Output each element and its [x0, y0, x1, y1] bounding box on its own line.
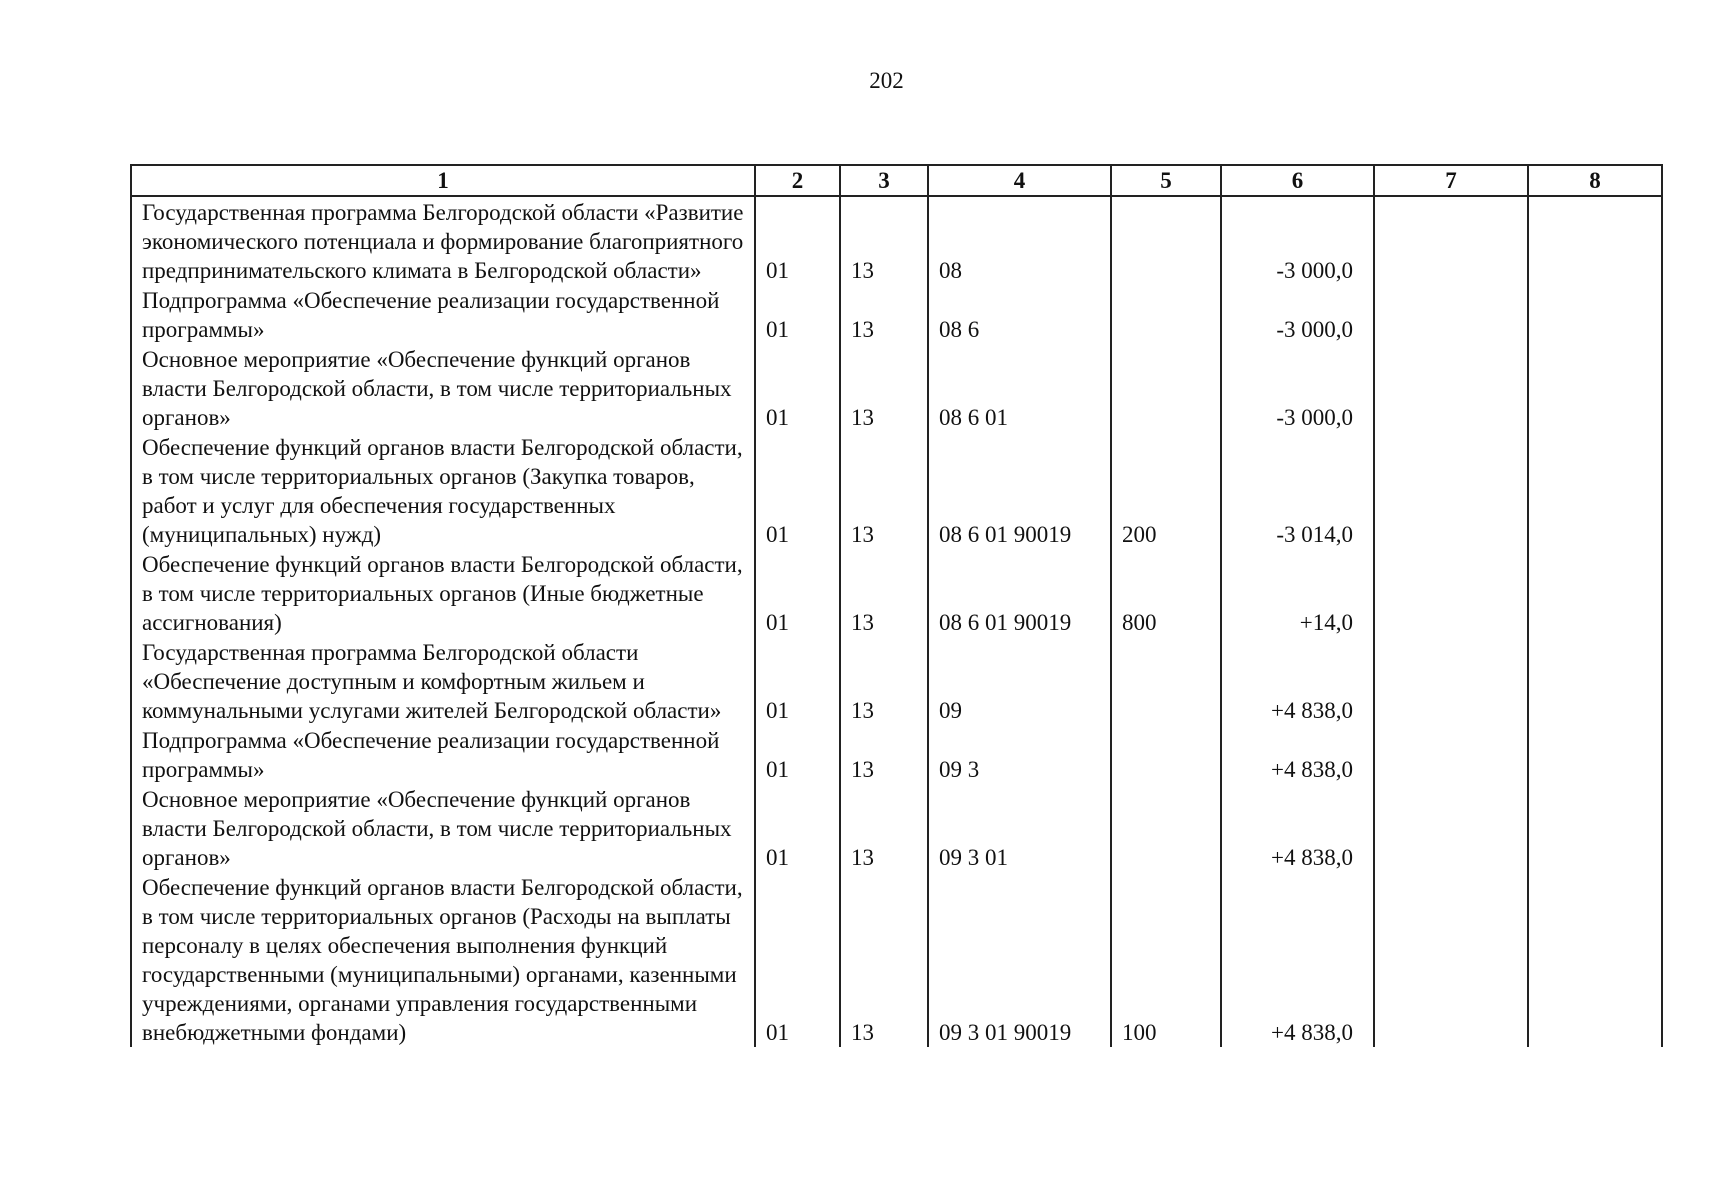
row-name: Подпрограмма «Обеспечение реализации государственной программы» [131, 285, 755, 344]
row-target-article: 09 3 01 90019 [928, 872, 1111, 1047]
table-row [131, 784, 1662, 872]
row-section: 01 [755, 344, 840, 432]
row-col-7 [1374, 637, 1528, 725]
table-row [131, 872, 1662, 1047]
row-target-article: 08 6 [928, 285, 1111, 344]
row-col-8 [1528, 637, 1662, 725]
row-col-7 [1374, 344, 1528, 432]
table-body [131, 196, 1662, 1047]
header-col-8: 8 [1528, 165, 1662, 196]
row-name: Государственная программа Белгородской области «Развитие экономического потенциала и формирование благоприятного предпринимательского климата в Белгородской области» [131, 196, 755, 285]
table-row [131, 196, 1662, 285]
row-section: 01 [755, 784, 840, 872]
row-subsection: 13 [840, 344, 928, 432]
row-expense-type [1111, 285, 1221, 344]
table-row [131, 637, 1662, 725]
page-number: 202 [869, 68, 904, 93]
row-expense-type [1111, 637, 1221, 725]
row-name: Основное мероприятие «Обеспечение функций органов власти Белгородской области, в том числе территориальных органов» [131, 784, 755, 872]
row-col-7 [1374, 872, 1528, 1047]
row-col-7 [1374, 196, 1528, 285]
header-col-3: 3 [840, 165, 928, 196]
row-subsection: 13 [840, 872, 928, 1047]
row-col-8 [1528, 549, 1662, 637]
row-col-7 [1374, 432, 1528, 549]
row-expense-type: 800 [1111, 549, 1221, 637]
header-col-6: 6 [1221, 165, 1374, 196]
row-section: 01 [755, 872, 840, 1047]
row-section: 01 [755, 196, 840, 285]
row-expense-type [1111, 196, 1221, 285]
row-col-7 [1374, 725, 1528, 784]
header-col-4: 4 [928, 165, 1111, 196]
header-col-5: 5 [1111, 165, 1221, 196]
table-row [131, 285, 1662, 344]
row-target-article: 08 6 01 90019 [928, 549, 1111, 637]
row-target-article: 08 6 01 90019 [928, 432, 1111, 549]
row-name: Обеспечение функций органов власти Белгородской области, в том числе территориальных органов (Закупка товаров, работ и услуг для обеспечения государственных (муниципальных) нужд) [131, 432, 755, 549]
row-section: 01 [755, 432, 840, 549]
row-expense-type: 200 [1111, 432, 1221, 549]
row-col-7 [1374, 285, 1528, 344]
row-subsection: 13 [840, 784, 928, 872]
row-name: Государственная программа Белгородской области «Обеспечение доступным и комфортным жильем и коммунальными услугами жителей Белгородской области» [131, 637, 755, 725]
row-amount: +4 838,0 [1221, 725, 1374, 784]
table-row [131, 725, 1662, 784]
header-col-2: 2 [755, 165, 840, 196]
row-section: 01 [755, 549, 840, 637]
header-col-7: 7 [1374, 165, 1528, 196]
row-name: Обеспечение функций органов власти Белгородской области, в том числе территориальных органов (Расходы на выплаты персоналу в целях обеспечения выполнения функций государственными (муниципальными) органами, казенными учреждениями, органами управления государственными внебюджетными фондами) [131, 872, 755, 1047]
row-target-article: 08 [928, 196, 1111, 285]
row-subsection: 13 [840, 725, 928, 784]
table-row [131, 344, 1662, 432]
row-target-article: 09 3 [928, 725, 1111, 784]
row-section: 01 [755, 725, 840, 784]
table-row [131, 549, 1662, 637]
row-subsection: 13 [840, 285, 928, 344]
table-header [131, 165, 1662, 196]
row-col-7 [1374, 784, 1528, 872]
row-amount: -3 000,0 [1221, 285, 1374, 344]
row-section: 01 [755, 637, 840, 725]
row-name: Подпрограмма «Обеспечение реализации государственной программы» [131, 725, 755, 784]
table-row [131, 432, 1662, 549]
row-amount: +4 838,0 [1221, 784, 1374, 872]
row-col-8 [1528, 196, 1662, 285]
budget-table [130, 164, 1663, 1047]
row-col-8 [1528, 285, 1662, 344]
row-subsection: 13 [840, 637, 928, 725]
row-amount: +14,0 [1221, 549, 1374, 637]
row-amount: +4 838,0 [1221, 872, 1374, 1047]
row-target-article: 09 3 01 [928, 784, 1111, 872]
row-col-8 [1528, 344, 1662, 432]
row-target-article: 08 6 01 [928, 344, 1111, 432]
row-amount: -3 014,0 [1221, 432, 1374, 549]
row-amount: -3 000,0 [1221, 196, 1374, 285]
row-name: Основное мероприятие «Обеспечение функций органов власти Белгородской области, в том числе территориальных органов» [131, 344, 755, 432]
row-expense-type [1111, 784, 1221, 872]
row-expense-type [1111, 725, 1221, 784]
row-col-8 [1528, 872, 1662, 1047]
row-subsection: 13 [840, 196, 928, 285]
header-col-1: 1 [131, 165, 755, 196]
row-subsection: 13 [840, 432, 928, 549]
row-col-8 [1528, 784, 1662, 872]
row-col-7 [1374, 549, 1528, 637]
row-section: 01 [755, 285, 840, 344]
row-subsection: 13 [840, 549, 928, 637]
row-col-8 [1528, 432, 1662, 549]
row-col-8 [1528, 725, 1662, 784]
row-expense-type: 100 [1111, 872, 1221, 1047]
row-target-article: 09 [928, 637, 1111, 725]
row-expense-type [1111, 344, 1221, 432]
row-amount: -3 000,0 [1221, 344, 1374, 432]
row-name: Обеспечение функций органов власти Белгородской области, в том числе территориальных органов (Иные бюджетные ассигнования) [131, 549, 755, 637]
header-row [131, 165, 1662, 196]
row-amount: +4 838,0 [1221, 637, 1374, 725]
